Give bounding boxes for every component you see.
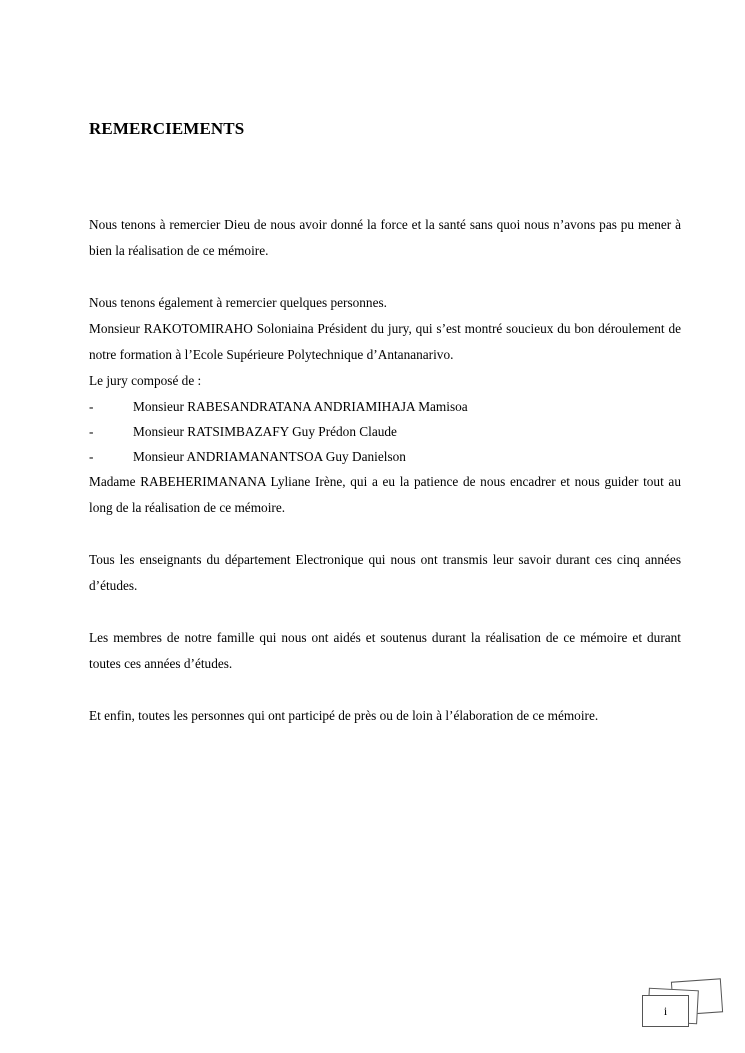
page-number: i [642, 995, 689, 1027]
paragraph-spacer [89, 599, 681, 625]
paragraph-teachers: Tous les enseignants du département Electronique qui nous ont transmis leur savoir durant ces cinq années d’études. [89, 552, 681, 593]
paragraph-thanks-god: Nous tenons à remercier Dieu de nous avoir donné la force et la santé sans quoi nous n’avons pas pu mener à bien la réalisation de ce mémoire. [89, 217, 681, 258]
paragraph-everyone: Et enfin, toutes les personnes qui ont participé de près ou de loin à l’élaboration de ce mémoire. [89, 708, 599, 723]
paragraph-thanks-people-intro: Nous tenons également à remercier quelques personnes. [89, 295, 387, 310]
list-dash: - [89, 399, 94, 414]
jury-member-name: Monsieur ANDRIAMANANTSOA Guy Danielson [133, 449, 406, 464]
paragraph-jury-president: Monsieur RAKOTOMIRAHO Soloniaina Président du jury, qui s’est montré soucieux du bon déroulement de notre formation à l’Ecole Supérieure Polytechnique d’Antananarivo. [89, 321, 681, 362]
paragraph-spacer [89, 521, 681, 547]
paragraph-supervisor: Madame RABEHERIMANANA Lyliane Irène, qui a eu la patience de nous encadrer et nous guider tout au long de la réalisation de ce mémoire. [89, 474, 681, 515]
paragraph-spacer [89, 677, 681, 703]
jury-intro: Le jury composé de : [89, 373, 202, 388]
jury-member-item [89, 394, 681, 419]
page-title: REMERCIEMENTS [89, 119, 245, 138]
jury-member-item [89, 444, 681, 469]
list-dash: - [89, 449, 94, 464]
jury-member-name: Monsieur RATSIMBAZAFY Guy Prédon Claude [133, 424, 397, 439]
jury-member-name: Monsieur RABESANDRATANA ANDRIAMIHAJA Mamisoa [133, 399, 468, 414]
jury-member-item [89, 419, 681, 444]
list-dash: - [89, 424, 94, 439]
paragraph-family: Les membres de notre famille qui nous ont aidés et soutenus durant la réalisation de ce mémoire et durant toutes ces années d’études. [89, 630, 681, 671]
acknowledgements-body [89, 212, 681, 729]
paragraph-spacer [89, 264, 681, 290]
